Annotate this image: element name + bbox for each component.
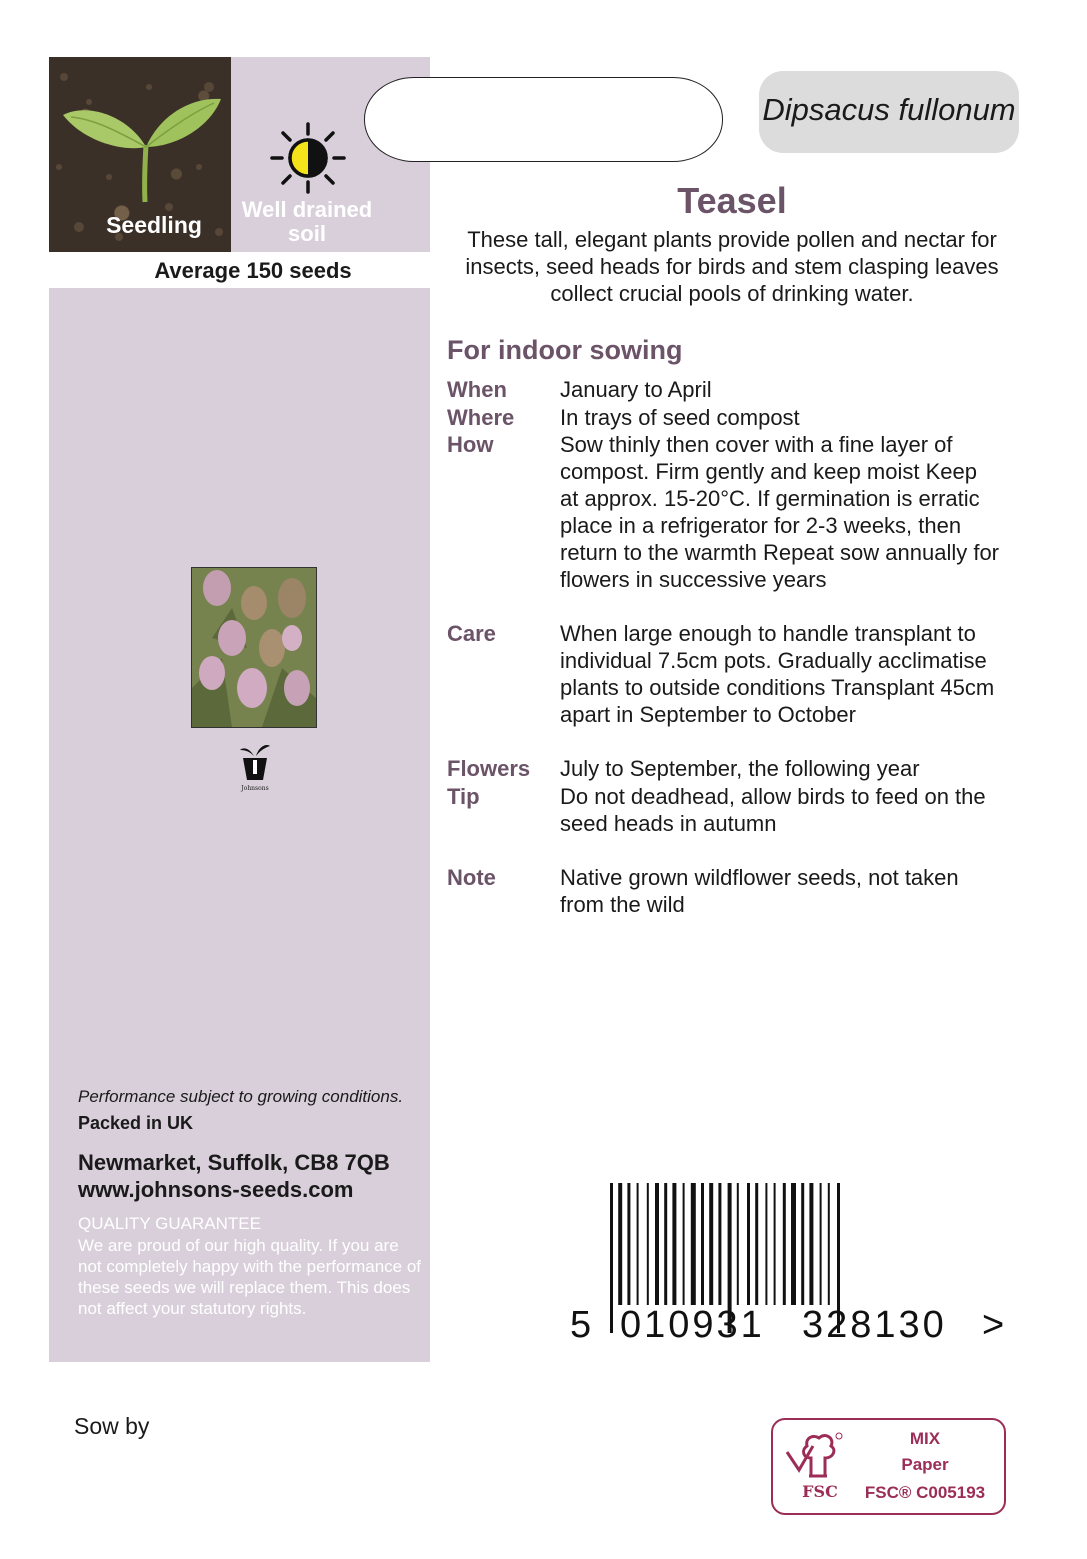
fsc-logo-text: FSC: [802, 1482, 838, 1501]
soil-type-label: Well drained soil: [241, 197, 373, 246]
barcode-bar: [828, 1183, 830, 1305]
barcode-bar: [747, 1183, 750, 1305]
barcode-bar: [664, 1183, 667, 1305]
fsc-paper-label: Paper: [901, 1455, 949, 1474]
fsc-tree-icon: [783, 1428, 845, 1480]
sowing-value-care: When large enough to handle transplant to individual 7.5cm pots. Gradually acclimatise plants to outside conditions Transplant 45cm apart in September to October: [560, 621, 995, 727]
plant-pot-logo-icon: [238, 742, 272, 782]
sowing-heading: For indoor sowing: [447, 335, 683, 365]
teasel-flower-photo: [191, 567, 317, 728]
barcode-end-mark: >: [982, 1304, 1005, 1343]
website: www.johnsons-seeds.com: [78, 1177, 354, 1202]
seeds-count: Average 150 seeds: [154, 258, 352, 283]
barcode-left-digits: 010931: [620, 1304, 765, 1343]
barcode-bar: [809, 1183, 813, 1305]
sow-by-label: Sow by: [74, 1413, 150, 1439]
sowing-label-tip: Tip: [447, 784, 480, 809]
sowing-label-when: When: [447, 377, 507, 402]
barcode-bar: [655, 1183, 659, 1305]
johnsons-logo-text: Johnsons: [241, 785, 269, 792]
fsc-code: FSC® C005193: [864, 1483, 986, 1502]
sowing-label-how: How: [447, 432, 494, 457]
barcode-bar: [709, 1183, 713, 1305]
sowing-value-tip: Do not deadhead, allow birds to feed on the seed heads in autumn: [560, 784, 986, 836]
guarantee-text: We are proud of our high quality. If you are not completely happy with the performance of these seeds we will replace them. This does not affect your statutory rights.: [78, 1236, 422, 1318]
seedling-label: Seedling: [106, 212, 202, 238]
barcode-bar: [801, 1183, 804, 1305]
barcode-bar: [783, 1183, 786, 1305]
barcode-bar: [820, 1183, 822, 1305]
barcode-bar: [755, 1183, 758, 1305]
sowing-value-how: Sow thinly then cover with a fine layer of compost. Firm gently and keep moist Keep at approx. 15-20°C. If germination is erratic place in a refrigerator for 2-3 weeks, then return to the warmth Repeat sow annually for flowers in successive years: [560, 432, 1000, 592]
sowing-value-where: In trays of seed compost: [560, 405, 800, 430]
barcode-bar: [637, 1183, 639, 1305]
barcode-bar: [718, 1183, 721, 1305]
sowing-value-flowers: July to September, the following year: [560, 756, 920, 781]
barcode-bar: [701, 1183, 704, 1305]
barcode-bar: [765, 1183, 767, 1305]
latin-name: Dipsacus fullonum: [762, 92, 1016, 127]
barcode-bar: [791, 1183, 796, 1305]
company-address: [78, 1149, 390, 1203]
barcode-bar: [618, 1183, 622, 1305]
barcode-bar: [691, 1183, 696, 1305]
sowing-label-flowers: Flowers: [447, 756, 531, 781]
barcode-bar: [610, 1183, 613, 1333]
sowing-value-when: January to April: [560, 377, 712, 402]
barcode-bar: [737, 1183, 739, 1305]
sowing-label-where: Where: [447, 405, 515, 430]
address-line: Newmarket, Suffolk, CB8 7QB: [78, 1150, 390, 1175]
performance-note: Performance subject to growing conditions.: [78, 1087, 404, 1106]
product-title: Teasel: [677, 180, 787, 221]
sowing-value-note: Native grown wildflower seeds, not taken from the wild: [560, 865, 959, 917]
barcode: [570, 1183, 1010, 1343]
product-description: These tall, elegant plants provide pollen and nectar for insects, seed heads for birds and stem clasping leaves collect crucial pools of drinking water.: [465, 227, 999, 306]
teasel-flowers-icon: [192, 568, 316, 727]
fsc-mix-label: MIX: [909, 1429, 941, 1448]
barcode-right-digits: 328130: [802, 1304, 947, 1343]
guarantee-title: QUALITY GUARANTEE: [78, 1214, 261, 1233]
blank-label-pill: [364, 77, 723, 162]
barcode-bar: [627, 1183, 630, 1305]
sowing-label-care: Care: [447, 621, 496, 646]
barcode-bar: [683, 1183, 685, 1305]
packed-in: Packed in UK: [78, 1113, 194, 1133]
barcode-first-digit: 5: [570, 1304, 592, 1343]
barcode-bar: [647, 1183, 649, 1305]
sowing-label-note: Note: [447, 865, 496, 890]
barcode-bar: [774, 1183, 776, 1305]
barcode-bar: [672, 1183, 676, 1305]
johnsons-logo: [238, 742, 272, 790]
sun-icon: [266, 122, 350, 194]
